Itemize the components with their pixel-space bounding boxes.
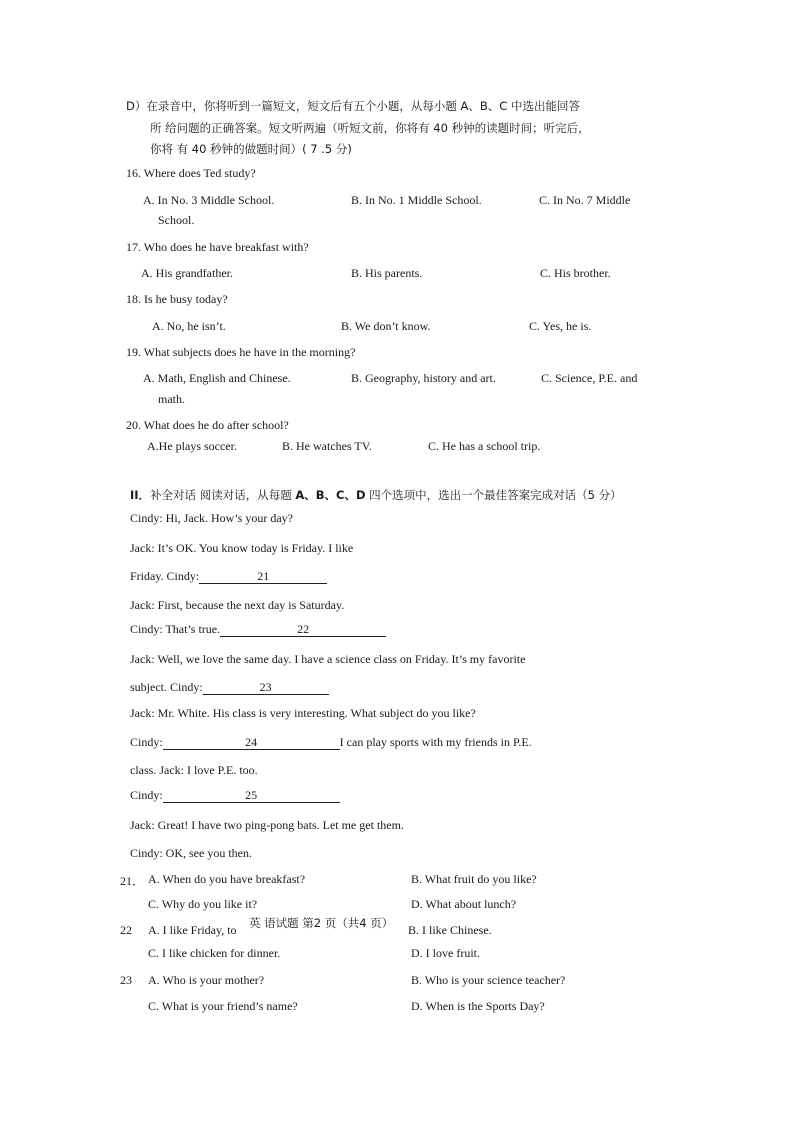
dialogue-line bbox=[130, 622, 386, 637]
blank-24: 24 bbox=[163, 736, 340, 750]
dialogue-line bbox=[130, 569, 327, 584]
blank-25: 25 bbox=[163, 789, 340, 803]
option-16-a: A. In No. 3 Middle School. bbox=[143, 193, 275, 207]
dialogue-line bbox=[130, 788, 340, 803]
dialogue-line bbox=[130, 680, 329, 695]
dialogue-line: Jack: First, because the next day is Saturday. bbox=[130, 598, 345, 612]
dialogue-line bbox=[130, 735, 532, 750]
choice-22-b: B. I like Chinese. bbox=[408, 923, 492, 937]
option-16-c: C. In No. 7 Middle bbox=[539, 193, 631, 207]
part-d-instruction-line3: 你将 有 40 秒钟的做题时间）( 7 .5 分) bbox=[150, 142, 352, 156]
choice-22-c: C. I like chicken for dinner. bbox=[148, 946, 281, 960]
part-d-instruction-line2: 所 给问题的正确答案。短文听两遍（听短文前，你将有 40 秒钟的读题时间；听完后， bbox=[150, 121, 590, 135]
part-2-title-suffix: 四个选项中，选出一个最佳答案完成对话（5 分） bbox=[365, 488, 622, 502]
question-18: 18. Is he busy today? bbox=[126, 292, 228, 306]
choice-23-c: C. What is your friend’s name? bbox=[148, 999, 298, 1013]
question-17: 17. Who does he have breakfast with? bbox=[126, 240, 309, 254]
option-20-a: A.He plays soccer. bbox=[147, 439, 237, 453]
option-20-b: B. He watches TV. bbox=[282, 439, 372, 453]
choice-22-a: A. I like Friday, to bbox=[148, 923, 237, 937]
question-20: 20. What does he do after school? bbox=[126, 418, 289, 432]
dialogue-text: subject. Cindy: bbox=[130, 680, 203, 694]
dialogue-line: Jack: Mr. White. His class is very interesting. What subject do you like? bbox=[130, 706, 476, 720]
choice-number-21: 21． bbox=[120, 874, 145, 888]
option-19-a: A. Math, English and Chinese. bbox=[143, 371, 291, 385]
dialogue-text: Cindy: bbox=[130, 735, 163, 749]
choice-21-d: D. What about lunch? bbox=[411, 897, 517, 911]
choice-number-23: 23 bbox=[120, 973, 132, 987]
part-2-letters: A、B、C、D bbox=[295, 488, 366, 502]
dialogue-line: Cindy: OK, see you then. bbox=[130, 846, 252, 860]
dialogue-text: Cindy: bbox=[130, 788, 163, 802]
dialogue-text: Friday. Cindy: bbox=[130, 569, 200, 583]
option-19-b: B. Geography, history and art. bbox=[351, 371, 496, 385]
part-2-title-text: 补全对话 阅读对话，从每题 bbox=[150, 488, 296, 502]
choice-21-b: B. What fruit do you like? bbox=[411, 872, 537, 886]
part-2-title bbox=[130, 487, 622, 503]
dialogue-text: Cindy: That’s true. bbox=[130, 622, 221, 636]
option-18-c: C. Yes, he is. bbox=[529, 319, 592, 333]
choice-23-b: B. Who is your science teacher? bbox=[411, 973, 566, 987]
dialogue-line: Jack: Great! I have two ping-pong bats. Let me get them. bbox=[130, 818, 404, 832]
option-18-a: A. No, he isn’t. bbox=[152, 319, 226, 333]
option-17-b: B. His parents. bbox=[351, 266, 423, 280]
part-2-number: II． bbox=[130, 488, 151, 502]
dialogue-line: class. Jack: I love P.E. too. bbox=[130, 763, 258, 777]
option-16-b: B. In No. 1 Middle School. bbox=[351, 193, 482, 207]
option-18-b: B. We don’t know. bbox=[341, 319, 431, 333]
page-footer: 英 语试题 第2 页（共4 页） bbox=[249, 916, 394, 930]
choice-22-d: D. I love fruit. bbox=[411, 946, 480, 960]
option-16-c-cont: School. bbox=[158, 213, 195, 227]
option-19-c-cont: math. bbox=[158, 392, 185, 406]
option-17-a: A. His grandfather. bbox=[141, 266, 233, 280]
option-20-c: C. He has a school trip. bbox=[428, 439, 541, 453]
blank-21: 21 bbox=[199, 570, 327, 584]
dialogue-line: Cindy: Hi, Jack. How’s your day? bbox=[130, 511, 293, 525]
blank-23: 23 bbox=[203, 681, 329, 695]
dialogue-line: Jack: Well, we love the same day. I have a science class on Friday. It’s my favorite bbox=[130, 652, 526, 666]
blank-22: 22 bbox=[220, 623, 386, 637]
choice-21-c: C. Why do you like it? bbox=[148, 897, 258, 911]
choice-23-d: D. When is the Sports Day? bbox=[411, 999, 545, 1013]
option-19-c: C. Science, P.E. and bbox=[541, 371, 638, 385]
dialogue-text: I can play sports with my friends in P.E. bbox=[339, 735, 532, 749]
choice-number-22: 22 bbox=[120, 923, 132, 937]
part-d-instruction-line1: D）在录音中，你将听到一篇短文，短文后有五个小题，从每小题 A、B、C 中选出能回答 bbox=[126, 99, 580, 113]
choice-21-a: A. When do you have breakfast? bbox=[148, 872, 306, 886]
question-19: 19. What subjects does he have in the morning? bbox=[126, 345, 356, 359]
choice-23-a: A. Who is your mother? bbox=[148, 973, 265, 987]
question-16: 16. Where does Ted study? bbox=[126, 166, 256, 180]
dialogue-line: Jack: It’s OK. You know today is Friday. I like bbox=[130, 541, 354, 555]
option-17-c: C. His brother. bbox=[540, 266, 611, 280]
